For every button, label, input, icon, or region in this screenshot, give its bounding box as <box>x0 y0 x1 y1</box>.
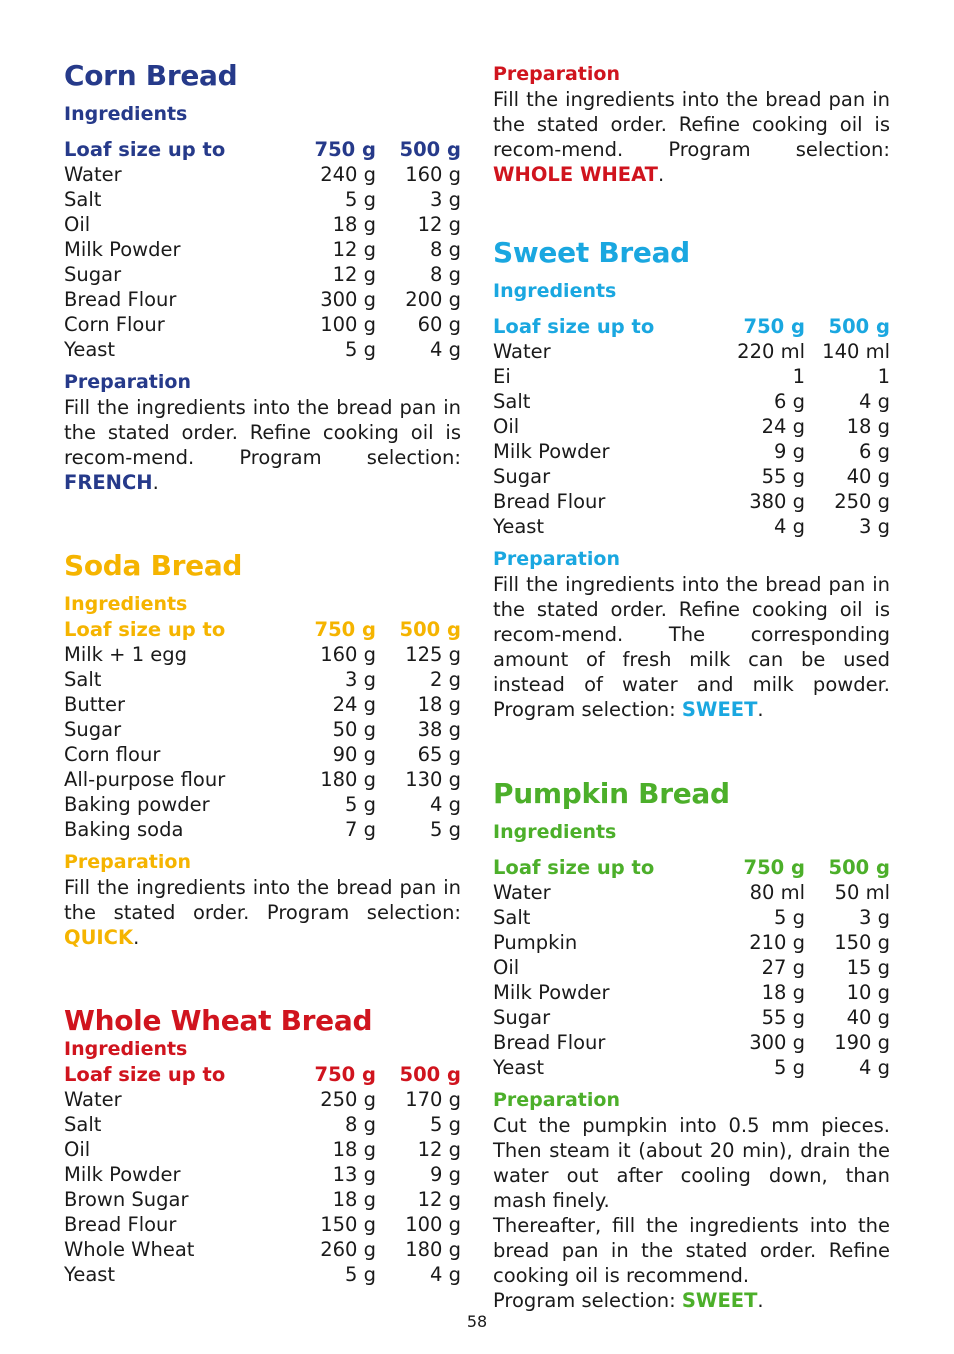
preparation-text: Fill the ingredients into the bread pan in the stated order. Program selection: QUICK. <box>64 876 461 949</box>
recipe-title: Sweet Bread <box>493 236 690 269</box>
ingredient-table <box>493 880 890 1080</box>
table-row: Water 240 g 160 g <box>64 163 461 186</box>
header-loaf-size: Loaf size up to <box>493 856 655 879</box>
whole-wheat-preparation <box>493 62 890 187</box>
table-row: Yeast 5 g 4 g <box>64 338 461 361</box>
table-row: Water 80 ml 50 ml <box>493 881 890 904</box>
recipe-pumpkin-bread <box>493 778 890 1313</box>
header-500: 500 g <box>399 618 461 641</box>
ingredients-label: Ingredients <box>64 1038 188 1060</box>
page-number: 58 <box>466 1312 488 1331</box>
header-loaf-size: Loaf size up to <box>64 1063 226 1086</box>
preparation-label: Preparation <box>64 371 191 393</box>
table-header <box>64 617 461 642</box>
table-row: Oil 18 g 12 g <box>64 1138 461 1161</box>
table-row: Pumpkin 210 g 150 g <box>493 931 890 954</box>
header-750: 750 g <box>743 856 805 879</box>
table-row: Bread Flour 380 g 250 g <box>493 490 890 513</box>
table-row: Milk + 1 egg 160 g 125 g <box>64 643 461 666</box>
header-500: 500 g <box>399 1063 461 1086</box>
ingredient-table <box>64 642 461 842</box>
preparation-text-2: Thereafter, fill the ingredients into the bread pan in the stated order. Refine cooking oil is recommend. <box>493 1214 890 1287</box>
table-row: Milk Powder 9 g 6 g <box>493 440 890 463</box>
table-row: Sugar 55 g 40 g <box>493 465 890 488</box>
header-750: 750 g <box>743 315 805 338</box>
table-row: Ei 1 1 <box>493 365 890 388</box>
table-row: Corn flour 90 g 65 g <box>64 743 461 766</box>
recipe-title: Corn Bread <box>64 59 238 92</box>
table-row: Oil 27 g 15 g <box>493 956 890 979</box>
table-row: Corn Flour 100 g 60 g <box>64 313 461 336</box>
table-row: Bread Flour 150 g 100 g <box>64 1213 461 1236</box>
ingredient-table <box>493 339 890 539</box>
table-row: Whole Wheat 260 g 180 g <box>64 1238 461 1261</box>
table-row: Butter 24 g 18 g <box>64 693 461 716</box>
preparation-text-3: Program selection: SWEET. <box>493 1289 764 1312</box>
table-row: Yeast 5 g 4 g <box>493 1056 890 1079</box>
table-row: Milk Powder 12 g 8 g <box>64 238 461 261</box>
header-750: 750 g <box>314 618 376 641</box>
recipe-whole-wheat-bread <box>64 1005 461 1287</box>
table-header <box>64 1062 461 1087</box>
program-selection: QUICK <box>64 926 134 949</box>
table-row: Milk Powder 18 g 10 g <box>493 981 890 1004</box>
table-row: Sugar 50 g 38 g <box>64 718 461 741</box>
preparation-label: Preparation <box>493 63 620 85</box>
table-row: Bread Flour 300 g 190 g <box>493 1031 890 1054</box>
ingredients-label: Ingredients <box>493 280 617 302</box>
header-500: 500 g <box>828 315 890 338</box>
header-750: 750 g <box>314 1063 376 1086</box>
program-selection: FRENCH <box>64 471 153 494</box>
preparation-text: Cut the pumpkin into 0.5 mm pieces. Then steam it (about 20 min), drain the water out after cooling down, than mash finely. <box>493 1114 890 1212</box>
table-row: Oil 18 g 12 g <box>64 213 461 236</box>
table-row: Sugar 12 g 8 g <box>64 263 461 286</box>
table-row: Salt 5 g 3 g <box>493 906 890 929</box>
table-row: Salt 6 g 4 g <box>493 390 890 413</box>
table-header <box>493 314 890 339</box>
recipe-title: Whole Wheat Bread <box>64 1004 373 1037</box>
table-row: Oil 24 g 18 g <box>493 415 890 438</box>
preparation-text: Fill the ingredients into the bread pan in the stated order. Refine cooking oil is recom-mend. Program selection: WHOLE WHEAT. <box>493 88 890 186</box>
table-row: Water 220 ml 140 ml <box>493 340 890 363</box>
recipe-sweet-bread <box>493 237 890 722</box>
table-header <box>64 137 461 162</box>
table-row: Yeast 5 g 4 g <box>64 1263 461 1286</box>
table-row: All-purpose flour 180 g 130 g <box>64 768 461 791</box>
table-row: Yeast 4 g 3 g <box>493 515 890 538</box>
ingredients-label: Ingredients <box>64 103 188 125</box>
preparation-text: Fill the ingredients into the bread pan in the stated order. Refine cooking oil is recom-mend. Program selection: FRENCH. <box>64 396 461 494</box>
table-row: Brown Sugar 18 g 12 g <box>64 1188 461 1211</box>
table-row: Salt 3 g 2 g <box>64 668 461 691</box>
program-selection: SWEET <box>681 698 758 721</box>
preparation-label: Preparation <box>493 1089 620 1111</box>
recipe-soda-bread <box>64 550 461 950</box>
program-selection: SWEET <box>681 1289 758 1312</box>
header-750: 750 g <box>314 138 376 161</box>
table-row: Sugar 55 g 40 g <box>493 1006 890 1029</box>
table-row: Bread Flour 300 g 200 g <box>64 288 461 311</box>
table-row: Water 250 g 170 g <box>64 1088 461 1111</box>
recipe-title: Pumpkin Bread <box>493 777 730 810</box>
table-header <box>493 855 890 880</box>
header-500: 500 g <box>828 856 890 879</box>
header-loaf-size: Loaf size up to <box>493 315 655 338</box>
ingredients-label: Ingredients <box>64 593 188 615</box>
preparation-label: Preparation <box>493 548 620 570</box>
ingredients-label: Ingredients <box>493 821 617 843</box>
program-selection: WHOLE WHEAT <box>493 163 658 186</box>
preparation-label: Preparation <box>64 851 191 873</box>
recipe-corn-bread <box>64 60 461 495</box>
table-row: Baking soda 7 g 5 g <box>64 818 461 841</box>
table-row: Milk Powder 13 g 9 g <box>64 1163 461 1186</box>
header-loaf-size: Loaf size up to <box>64 138 226 161</box>
ingredient-table <box>64 1087 461 1287</box>
table-row: Salt 8 g 5 g <box>64 1113 461 1136</box>
table-row: Salt 5 g 3 g <box>64 188 461 211</box>
header-500: 500 g <box>399 138 461 161</box>
preparation-text: Fill the ingredients into the bread pan in the stated order. Refine cooking oil is recom-mend. The corresponding amount of fresh milk can be used instead of water and milk powder. Program selection: SWEET. <box>493 573 890 721</box>
header-loaf-size: Loaf size up to <box>64 618 226 641</box>
table-row: Baking powder 5 g 4 g <box>64 793 461 816</box>
ingredient-table <box>64 162 461 362</box>
recipe-title: Soda Bread <box>64 549 243 582</box>
